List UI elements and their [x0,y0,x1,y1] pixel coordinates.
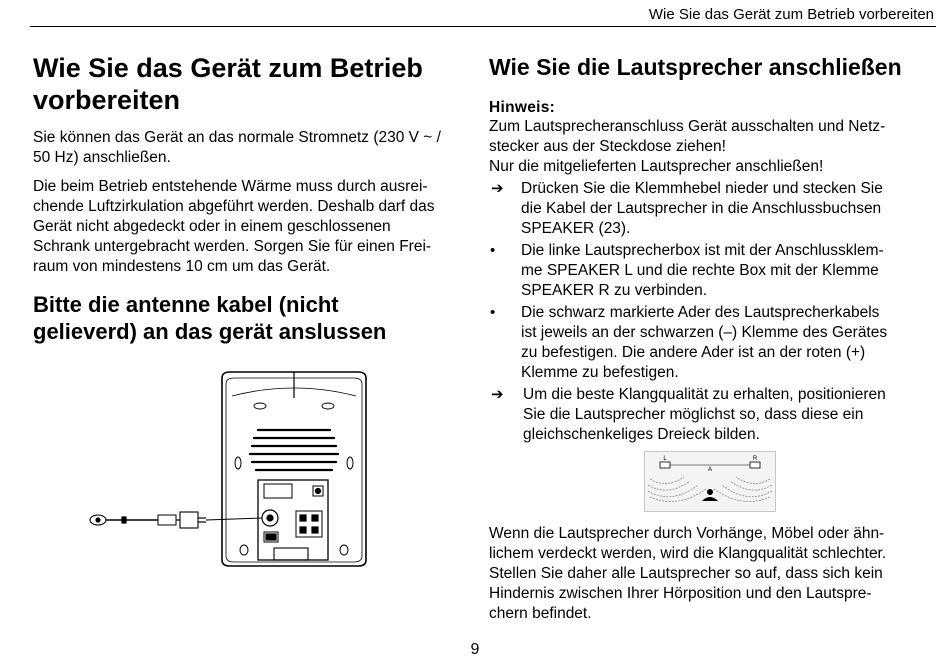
text-line: lichem verdeckt werden, wird die Klangqualität schlechter. [489,545,887,562]
text-line: stecker aus der Steckdose ziehen! [489,138,726,155]
label-distance: A [707,467,713,473]
text-line: ist jeweils an der schwarzen (–) Klemme des Gerätes [521,324,888,341]
header-rule [30,26,936,27]
section-title-antenna [33,291,473,345]
text-line: Sie die Lautsprecher möglichst so, dass diese ein [523,406,864,423]
text-line: Sie können das Gerät an das normale Stromnetz (230 V ~ / [33,129,441,146]
list-item-arrow [489,385,934,445]
text-line: Hindernis zwischen Ihrer Hörposition und den Lautspre- [489,585,872,602]
section-title-speakers: Wie Sie die Lautsprecher anschließen [489,54,902,80]
arrow-icon: ➔ [491,180,504,197]
text-line: Um die beste Klangqualität zu erhalten, positionieren [523,386,886,403]
title-line-2: vorbereiten [33,85,181,115]
text-line: Die schwarz markierte Ader des Lautsprecherkabels [521,304,880,321]
text-line: Die beim Betrieb entstehende Wärme muss durch ausrei- [33,178,428,195]
text-line: gleichschenkeliges Dreieck bilden. [523,426,760,443]
text-line: me SPEAKER L und die rechte Box mit der Klemme [521,262,879,279]
title-line-1: Wie Sie das Gerät zum Betrieb [33,53,423,83]
label-right-speaker: R [752,456,758,462]
note-text [489,117,934,177]
list-item-arrow [489,179,934,239]
text-line: Schrank untergebracht werden. Sorgen Sie für einen Frei- [33,238,432,255]
subtitle-line-2: gelieverd) an das gerät anslussen [33,319,387,344]
list-item-bullet [489,303,934,383]
list-item-bullet [489,241,934,301]
text-line: Klemme zu befestigen. [521,364,679,381]
right-column [489,52,934,445]
left-column [33,52,473,345]
text-line: Drücken Sie die Klemmhebel nieder und stecken Sie [521,180,883,197]
text-line: Nur die mitgelieferten Lautsprecher anschließen! [489,158,824,175]
ventilation-paragraph [33,177,473,277]
text-line: 50 Hz) anschließen. [33,149,171,166]
text-line: die Kabel der Lautsprecher in die Anschlussbuchsen [521,200,882,217]
section-title-preparation [33,52,473,116]
speaker-placement-diagram [644,451,776,512]
text-line: chern befindet. [489,605,592,622]
text-line: chende Luftzirkulation abgeführt werden. Deshalb darf das [33,198,435,215]
text-line: Wenn die Lautsprecher durch Vorhänge, Möbel oder ähn- [489,525,885,542]
label-left-speaker: L [663,456,667,462]
bullet-icon: • [490,242,496,259]
arrow-icon: ➔ [491,386,504,403]
text-line: Die linke Lautsprecherbox ist mit der Anschlussklem- [521,242,884,259]
text-line: Zum Lautsprecheranschluss Gerät ausschalten und Netz- [489,118,886,135]
page-number: 9 [470,641,480,658]
power-paragraph [33,128,473,168]
text-line: raum von mindestens 10 cm um das Gerät. [33,258,331,275]
text-line: SPEAKER R zu verbinden. [521,282,708,299]
placement-paragraph [489,524,934,624]
text-line: zu befestigen. Die andere Ader ist an der roten (+) [521,344,866,361]
subtitle-line-1: Bitte die antenne kabel (nicht [33,292,339,317]
text-line: SPEAKER (23). [521,220,631,237]
device-rear-illustration [82,368,394,580]
text-line: Stellen Sie daher alle Lautsprecher so auf, dass sich kein [489,565,883,582]
text-line: Gerät nicht abgedeckt oder in einem geschlossenen [33,218,391,235]
note-label: Hinweis: [489,99,556,116]
running-header: Wie Sie das Gerät zum Betrieb vorbereiten [648,6,934,23]
bullet-icon: • [490,304,496,321]
